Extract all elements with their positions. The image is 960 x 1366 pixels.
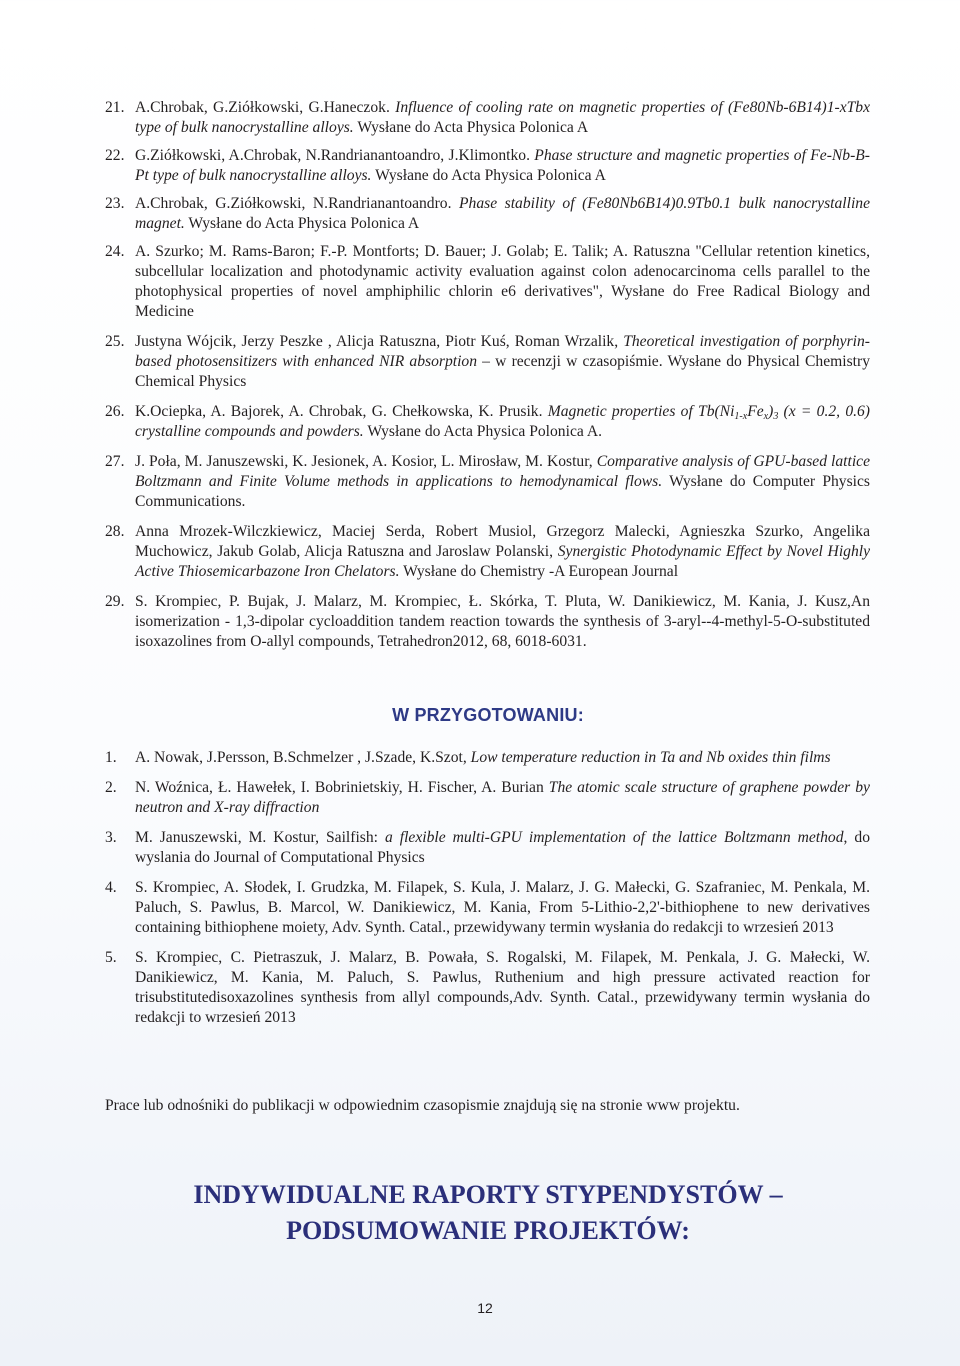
reference-authors: M. Januszewski, M. Kostur, Sailfish: [135,829,385,846]
reference-text: S. Krompiec, C. Pietraszuk, J. Malarz, B. Powała, S. Rogalski, M. Filapek, M. Penkala, J. G. Małecki, W. Danikiewicz, M. Kania, M. Paluch, S. Pawlus, Ruthenium and high pressure activated reaction for trisubstitutedisoxazolines synthesis from allyl compounds,Adv. Synth. Catal., przewidywany termin wysłania do redakcji to wrzesień 2013 [135,949,870,1026]
page-number: 12 [477,1300,493,1316]
reference-venue: , do wyslania do Journal of Computational Physics [135,829,870,866]
reference-number: 26. [105,403,125,420]
reference-authors: A. Nowak, J.Persson, B.Schmelzer , J.Szade, K.Szot, [135,749,471,766]
reference-title: Phase stability of (Fe80Nb6B14)0.9Tb0.1 bulk nanocrystalline magnet. [135,195,870,232]
reference-authors: J. Poła, M. Januszewski, K. Jesionek, A. Kosior, L. Mirosław, M. Kostur, [135,453,597,470]
reference-text: S. Krompiec, A. Słodek, I. Grudzka, M. Filapek, S. Kula, J. Malarz, J. G. Małecki, G. Szafraniec, M. Penkala, M. Paluch, S. Pawlus, B. Marcol, W. Danikiewicz, M. Kania, From 5-Lithio-2,2'-bithiophene to new derivatives containing bithiophene moiety, Adv. Synth. Catal., przewidywany termin wysłania do redakcji to wrzesień 2013 [135,879,870,936]
reference-authors: K.Ociepka, A. Bajorek, A. Chrobak, G. Chełkowska, K. Prusik. [135,403,548,420]
reference-number: 29. [105,593,125,610]
reference-venue: Wysłane do Computer Physics Communications. [135,473,870,510]
reference-number: 27. [105,453,125,470]
reference-number: 3. [105,829,117,846]
reference-authors: Justyna Wójcik, Jerzy Peszke , Alicja Ratuszna, Piotr Kuś, Roman Wrzalik, [135,333,624,350]
heading-line-2: PODSUMOWANIE PROJEKTÓW: [286,1216,690,1245]
reference-title: Synergistic Photodynamic Effect by Novel Highly Active Thiosemicarbazone Iron Chelators. [135,543,870,580]
reference-title: Comparative analysis of GPU-based lattice Boltzmann and Finite Volume methods in applications to hemodynamical flows. [135,453,870,490]
published-reference-list [105,98,870,662]
reference-item [105,146,870,186]
reference-text: A. Szurko; M. Rams-Baron; F.-P. Montforts; D. Bauer; J. Golab; E. Talik; A. Ratuszna "Cellular retention kinetics, subcellular localization and photodynamic activity evaluation against colon adenocarcinoma cells parallel to the photophysical properties of novel amphiphilic chlorin e6 derivatives", Wysłane do Free Radical Biology and Medicine [135,243,870,320]
reference-number: 5. [105,949,117,966]
reference-item [105,242,870,322]
reference-item [105,522,870,582]
reference-item [105,828,870,868]
reference-item [105,194,870,234]
in-preparation-reference-list [105,748,870,1038]
reference-number: 21. [105,99,125,116]
reference-number: 22. [105,147,125,164]
reference-number: 1. [105,749,117,766]
reference-item [105,332,870,392]
reference-item [105,402,870,442]
reference-title: Influence of cooling rate on magnetic properties of (Fe80Nb-6B14)1-xTbx type of bulk nanocrystalline alloys. [135,99,871,136]
reference-title: a flexible multi-GPU implementation of the lattice Boltzmann method [384,829,844,846]
reference-venue: Wysłane do Acta Physica Polonica A. [363,423,602,440]
reference-authors: A.Chrobak, G.Ziółkowski, G.Haneczok. [135,99,396,116]
reference-venue: – w recenzji w czasopiśmie. Wysłane do Physical Chemistry Chemical Physics [135,353,870,390]
reference-number: 2. [105,779,117,796]
reference-title: Theoretical investigation of porphyrin-based photosensitizers with enhanced NIR absorption [135,333,870,370]
reference-title: Phase structure and magnetic properties of Fe-Nb-B-Pt type of bulk nanocrystalline alloys. [135,147,870,184]
reference-number: 4. [105,879,117,896]
reference-title: Magnetic properties of $Tb(Ni_{1-x}Fe_x)_3$ (x = 0.2, 0.6) crystalline compounds and powders. [135,403,871,440]
reference-item [105,592,870,652]
reference-venue: Wysłane do Acta Physica Polonica A [184,215,420,232]
reference-number: 25. [105,333,125,350]
reference-item [105,948,870,1028]
reference-item [105,452,870,512]
section-heading-in-preparation: W PRZYGOTOWANIU: [392,705,584,725]
reference-authors: N. Woźnica, Ł. Hawełek, I. Bobrinietskiy, H. Fischer, A. Burian [135,779,549,796]
reference-number: 23. [105,195,125,212]
reference-authors: Anna Mrozek-Wilczkiewicz, Maciej Serda, Robert Musiol, Grzegorz Malecki, Agnieszka Szurko, Angelika Muchowicz, Jakub Golab, Alicja Ratuszna and Jaroslaw Polanski, [135,523,870,560]
individual-reports-heading [0,1177,960,1249]
reference-number: 24. [105,243,125,260]
publications-note: Prace lub odnośniki do publikacji w odpowiednim czasopismie znajdują się na stronie www projektu. [105,1097,740,1114]
reference-item [105,98,870,138]
heading-line-1: INDYWIDUALNE RAPORTY STYPENDYSTÓW – [193,1180,783,1209]
reference-text: S. Krompiec, P. Bujak, J. Malarz, M. Krompiec, Ł. Skórka, T. Pluta, W. Danikiewicz, M. Kania, J. Kusz,An isomerization - 1,3-dipolar cycloaddition tandem reaction towards the synthesis of 3-aryl--4-methyl-5-O-substituted isoxazolines from O-allyl compounds, Tetrahedron2012, 68, 6018-6031. [135,593,870,650]
reference-title: The atomic scale structure of graphene powder by neutron and X-ray diffraction [135,779,870,816]
reference-number: 28. [105,523,125,540]
reference-venue: Wysłane do Chemistry -A European Journal [399,563,679,580]
reference-item [105,778,870,818]
reference-authors: A.Chrobak, G.Ziółkowski, N.Randrianantoandro. [135,195,460,212]
reference-authors: G.Ziółkowski, A.Chrobak, N.Randrianantoandro, J.Klimontko. [135,147,535,164]
reference-item [105,878,870,938]
reference-venue: Wysłane do Acta Physica Polonica A [353,119,589,136]
reference-item [105,748,870,768]
reference-title: Low temperature reduction in Ta and Nb oxides thin films [470,749,831,766]
reference-venue: Wysłane do Acta Physica Polonica A [371,167,606,184]
